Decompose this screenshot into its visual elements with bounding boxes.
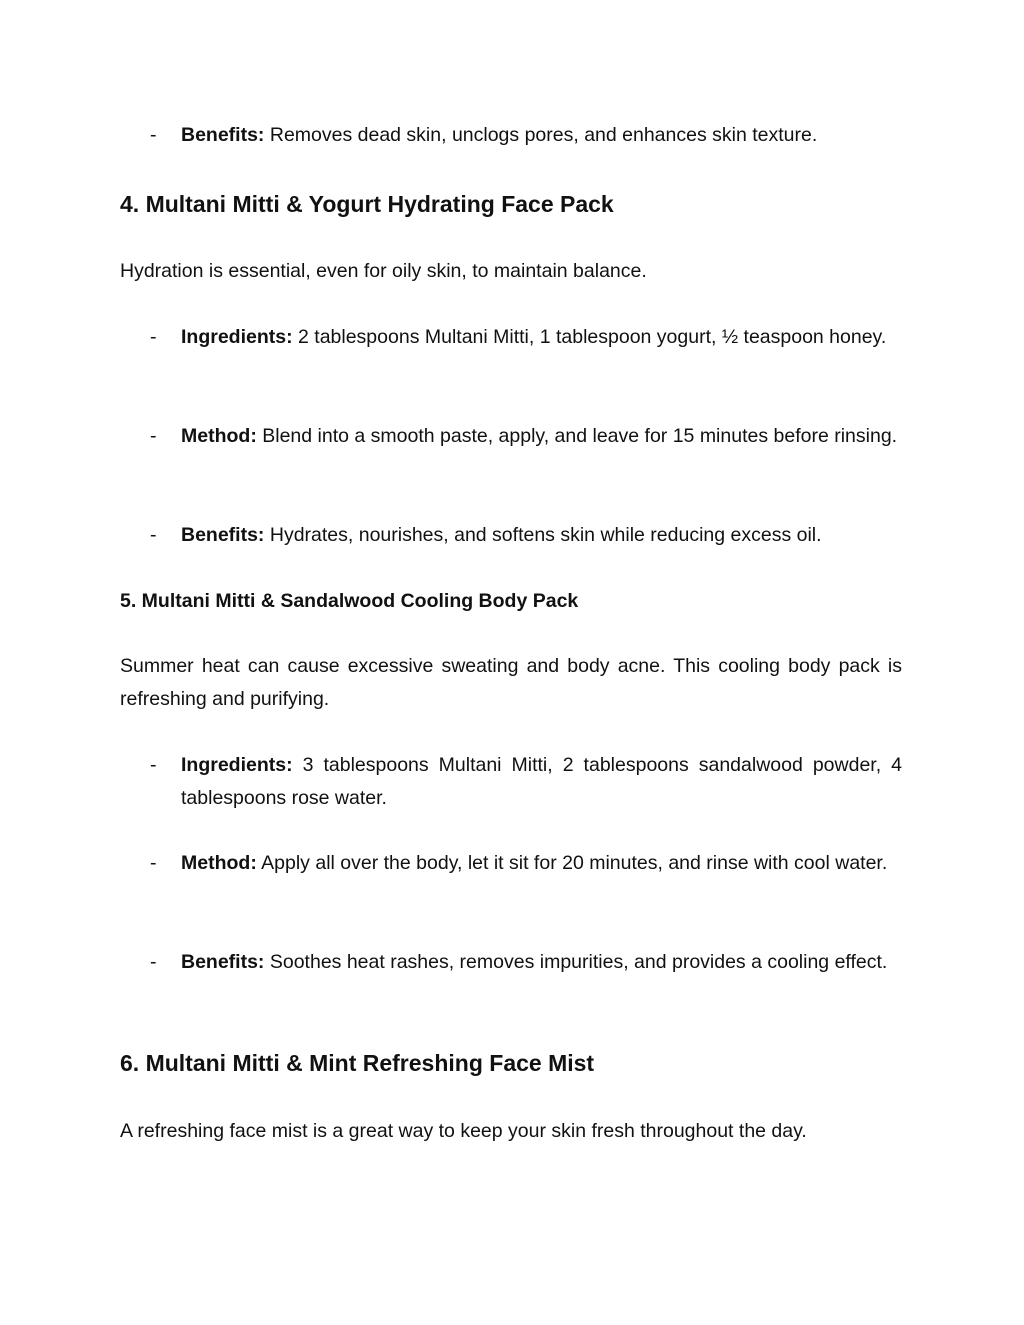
benefits-text: Removes dead skin, unclogs pores, and enhances skin texture.	[264, 124, 818, 146]
benefits-label: Benefits:	[181, 951, 265, 973]
s5-method-item	[150, 847, 902, 880]
section-6-heading: 6. Multani Mitti & Mint Refreshing Face Mist	[120, 1050, 595, 1076]
bullet-dash: -	[150, 951, 157, 973]
bullet-dash: -	[150, 852, 157, 874]
benefits-label: Benefits:	[181, 124, 265, 146]
s5-ingredients-item	[150, 749, 902, 815]
method-text: Blend into a smooth paste, apply, and leave for 15 minutes before rinsing.	[256, 425, 898, 447]
s4-benefits-item	[150, 519, 902, 552]
s4-method-item	[150, 420, 902, 453]
bullet-dash: -	[150, 326, 157, 348]
s4-ingredients-item	[150, 321, 902, 354]
bullet-dash: -	[150, 524, 157, 546]
bullet-dash: -	[150, 425, 157, 447]
ingredients-text: 3 tablespoons Multani Mitti, 2 tablespoons sandalwood powder, 4 tablespoons rose water.	[181, 754, 902, 809]
bullet-dash: -	[150, 754, 157, 776]
ingredients-label: Ingredients:	[181, 754, 293, 776]
section-5-heading: 5. Multani Mitti & Sandalwood Cooling Body Pack	[120, 590, 579, 612]
bullet-dash: -	[150, 124, 157, 146]
benefits-label: Benefits:	[181, 524, 265, 546]
method-label: Method:	[181, 425, 257, 447]
section-6-intro: A refreshing face mist is a great way to keep your skin fresh throughout the day.	[120, 1120, 807, 1142]
method-text: Apply all over the body, let it sit for 20 minutes, and rinse with cool water.	[256, 852, 888, 874]
ingredients-label: Ingredients:	[181, 326, 293, 348]
ingredients-text: 2 tablespoons Multani Mitti, 1 tablespoon yogurt, ½ teaspoon honey.	[292, 326, 887, 348]
s3-benefits-item	[150, 119, 902, 152]
section-4-heading: 4. Multani Mitti & Yogurt Hydrating Face Pack	[120, 191, 614, 217]
s5-benefits-item	[150, 946, 902, 979]
section-5-intro: Summer heat can cause excessive sweating and body acne. This cooling body pack is refreshing and purifying.	[120, 655, 902, 710]
method-label: Method:	[181, 852, 257, 874]
benefits-text: Soothes heat rashes, removes impurities, and provides a cooling effect.	[264, 951, 888, 973]
benefits-text: Hydrates, nourishes, and softens skin while reducing excess oil.	[264, 524, 822, 546]
section-4-intro: Hydration is essential, even for oily skin, to maintain balance.	[120, 260, 647, 282]
